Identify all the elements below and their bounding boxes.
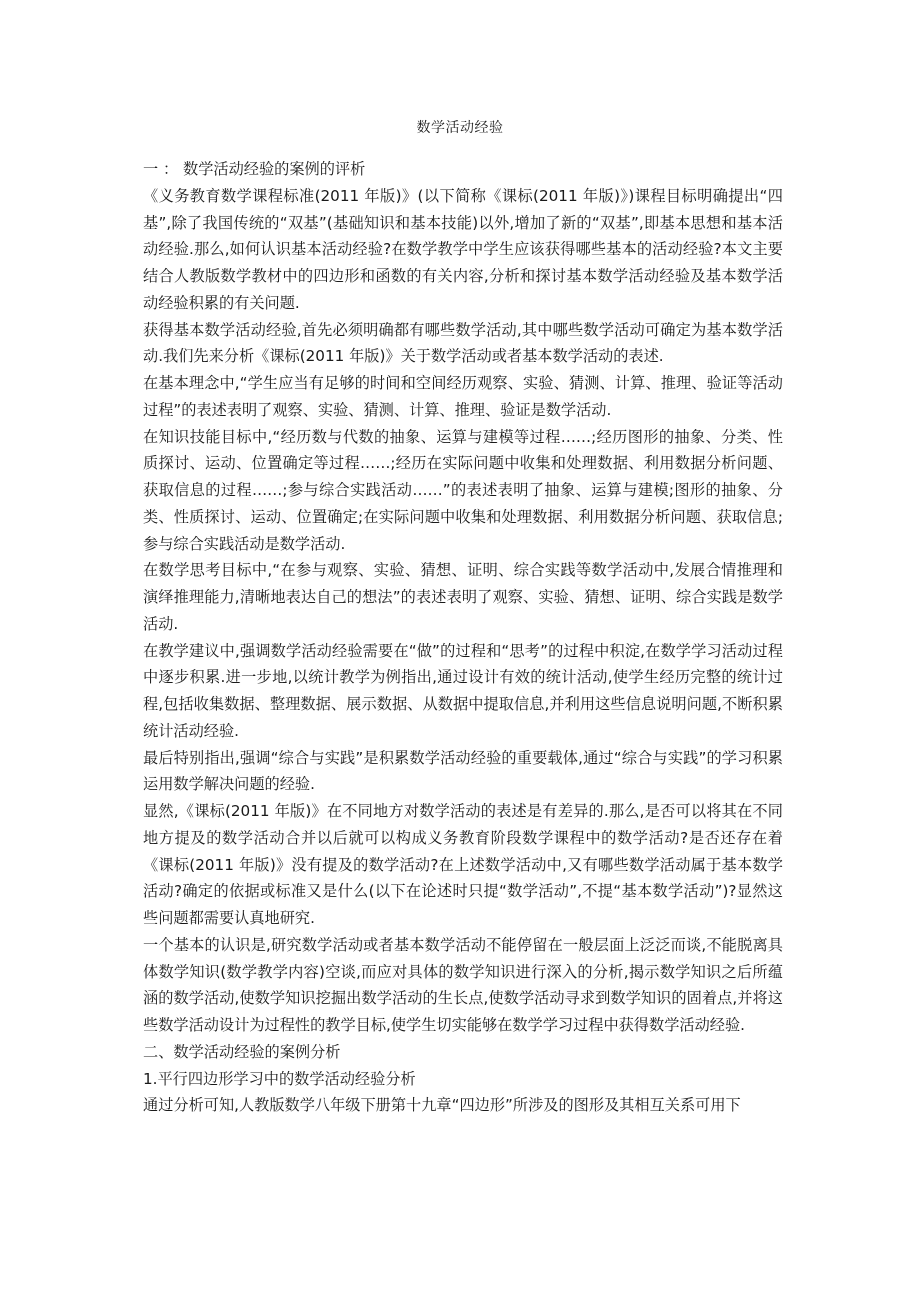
paragraph: 最后特别指出,强调“综合与实践”是积累数学活动经验的重要载体,通过“综合与实践”的学习积累运用数学解决问题的经验. [143,748,783,794]
paragraph: 在知识技能目标中,“经历数与代数的抽象、运算与建模等过程……;经历图形的抽象、分类、性质探讨、运动、位置确定等过程……;经历在实际问题中收集和处理数据、利用数据分析问题、获取信息的过程……;参与综合实践活动……”的表述表明了抽象、运算与建模;图形的抽象、分类、性质探讨、运动、位置确定;在实际问题中收集和处理数据、利用数据分析问题、获取信息;参与综合实践活动是数学活动. [143,427,783,553]
paragraph: 获得基本数学活动经验,首先必须明确都有哪些数学活动,其中哪些数学活动可确定为基本数学活动.我们先来分析《课标(2011 年版)》关于数学活动或者基本数学活动的表述. [143,320,783,366]
document-title: 数学活动经验 [416,120,504,136]
paragraph: 在数学思考目标中,“在参与观察、实验、猜想、证明、综合实践等数学活动中,发展合情推理和演绎推理能力,清晰地表达自己的想法”的表述表明了观察、实验、猜想、证明、综合实践是数学活动. [143,561,783,633]
paragraph: 一个基本的认识是,研究数学活动或者基本数学活动不能停留在一般层面上泛泛而谈,不能脱离具体数学知识(数学教学内容)空谈,而应对具体的数学知识进行深入的分析,揭示数学知识之后所蕴涵的数学活动,使数学知识挖掘出数学活动的生长点,使数学活动寻求到数学知识的固着点,并将这些数学活动设计为过程性的教学目标,使学生切实能够在数学学习过程中获得数学活动经验. [143,935,783,1034]
paragraph: 在教学建议中,强调数学活动经验需要在“做”的过程和“思考”的过程中积淀,在数学学习活动过程中逐步积累.进一步地,以统计教学为例指出,通过设计有效的统计活动,使学生经历完整的统计过程,包括收集数据、整理数据、展示数据、从数据中提取信息,并利用这些信息说明问题,不断积累统计活动经验. [143,641,783,740]
paragraph: 在基本理念中,“学生应当有足够的时间和空间经历观察、实验、猜测、计算、推理、验证等活动过程”的表述表明了观察、实验、猜测、计算、推理、验证是数学活动. [143,374,783,419]
section-heading-1: 一 ： 数学活动经验的案例的评析 [143,160,366,178]
document-body [143,156,783,1119]
paragraph: 《义务教育数学课程标准(2011 年版)》(以下简称《课标(2011 年版)》)课程目标明确提出“四基”,除了我国传统的“双基”(基础知识和基本技能)以外,增加了新的“双基”,即基本思想和基本活动经验.那么,如何认识基本活动经验?在数学教学中学生应该获得哪些基本的活动经验?本文主要结合人教版数学教材中的四边形和函数的有关内容,分析和探讨基本数学活动经验及基本数学活动经验积累的有关问题. [143,186,783,312]
paragraph: 通过分析可知,人教版数学八年级下册第十九章“四边形”所涉及的图形及其相互关系可用下 [143,1096,741,1115]
section-heading-2: 二、数学活动经验的案例分析 [143,1042,341,1061]
subsection-heading: 1.平行四边形学习中的数学活动经验分析 [143,1069,416,1088]
paragraph: 显然,《课标(2011 年版)》在不同地方对数学活动的表述是有差异的.那么,是否可以将其在不同地方提及的数学活动合并以后就可以构成义务教育阶段数学课程中的数学活动?是否还存在着《课标(2011 年版)》没有提及的数学活动?在上述数学活动中,又有哪些数学活动属于基本数学活动?确定的依据或标准又是什么(以下在论述时只提“数学活动”,不提“基本数学活动”)?显然这些问题都需要认真地研究. [143,802,783,927]
